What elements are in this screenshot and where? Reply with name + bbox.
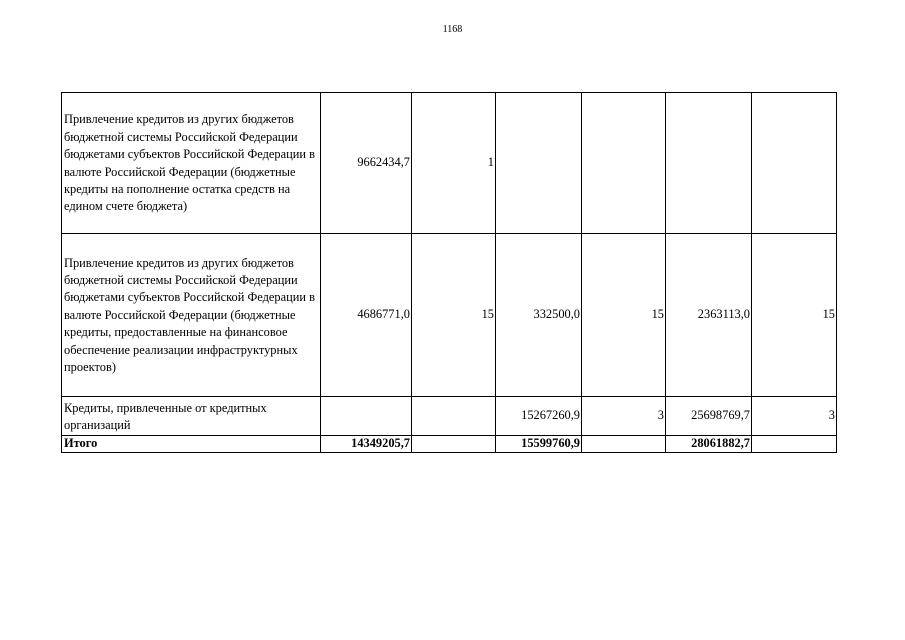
amount-cell	[666, 93, 752, 234]
total-term-cell	[412, 435, 496, 452]
table-row	[62, 93, 837, 234]
term-cell: 15	[752, 234, 837, 397]
term-cell: 15	[412, 234, 496, 397]
amount-cell	[496, 93, 582, 234]
total-amount-cell: 14349205,7	[321, 435, 412, 452]
term-cell: 15	[582, 234, 666, 397]
term-cell	[412, 397, 496, 436]
term-cell: 3	[582, 397, 666, 436]
amount-cell: 4686771,0	[321, 234, 412, 397]
term-cell	[752, 93, 837, 234]
page-number: 1168	[442, 24, 463, 35]
total-row	[62, 435, 837, 452]
total-label: Итого	[62, 435, 321, 452]
row-name-cell: Привлечение кредитов из других бюджетов бюджетной системы Российской Федерации бюджетами субъектов Российской Федерации в валюте Российской Федерации (бюджетные кредиты, предоставленные на финансовое обеспечение реализации инфраструктурных проектов)	[62, 234, 321, 397]
total-term-cell	[582, 435, 666, 452]
table-row	[62, 234, 837, 397]
total-term-cell	[752, 435, 837, 452]
term-cell: 1	[412, 93, 496, 234]
row-name-cell: Кредиты, привлеченные от кредитных организаций	[62, 397, 321, 436]
amount-cell: 2363113,0	[666, 234, 752, 397]
table-row	[62, 397, 837, 436]
amount-cell: 25698769,7	[666, 397, 752, 436]
amount-cell: 9662434,7	[321, 93, 412, 234]
amount-cell: 332500,0	[496, 234, 582, 397]
borrowing-table	[61, 92, 837, 453]
total-amount-cell: 15599760,9	[496, 435, 582, 452]
amount-cell	[321, 397, 412, 436]
term-cell: 3	[752, 397, 837, 436]
total-amount-cell: 28061882,7	[666, 435, 752, 452]
row-name-cell: Привлечение кредитов из других бюджетов бюджетной системы Российской Федерации бюджетами субъектов Российской Федерации в валюте Российской Федерации (бюджетные кредиты на пополнение остатка средств на едином счете бюджета)	[62, 93, 321, 234]
amount-cell: 15267260,9	[496, 397, 582, 436]
term-cell	[582, 93, 666, 234]
